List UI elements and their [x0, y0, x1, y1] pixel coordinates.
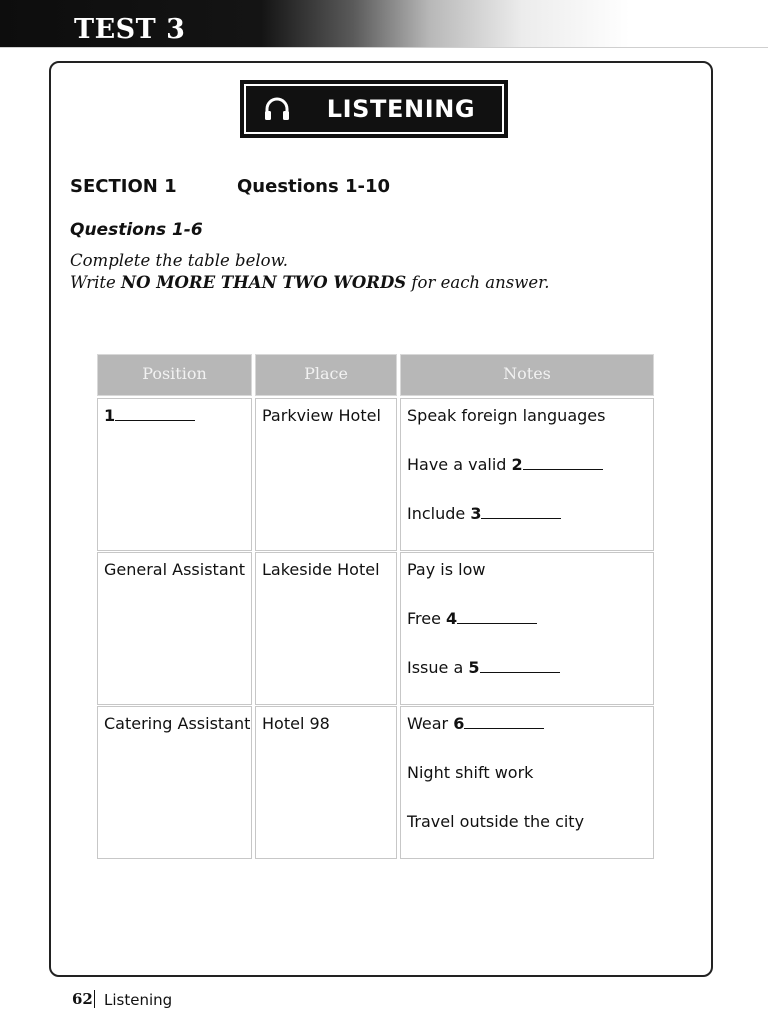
answer-blank [480, 659, 560, 673]
questions-subheading: Questions 1-6 [70, 220, 203, 240]
answer-blank [523, 456, 603, 470]
section-questions-range: Questions 1-10 [237, 176, 391, 197]
place-cell-text: Lakeside Hotel [262, 560, 380, 579]
answer-blank [115, 407, 195, 421]
question-number: 2 [511, 455, 523, 474]
question-number: 4 [446, 609, 458, 628]
table-header-position: Position [97, 354, 252, 396]
place-cell-text: Parkview Hotel [262, 406, 381, 425]
notes-line: Speak foreign languages [407, 406, 606, 425]
notes-line: Have a valid 2 [407, 455, 603, 474]
question-number: 6 [453, 714, 465, 733]
instruction-line-2 [70, 273, 549, 292]
notes-line: Issue a 5 [407, 658, 560, 677]
instruction-line-2-end: for each answer. [406, 273, 550, 292]
answer-blank [457, 610, 537, 624]
question-number: 5 [468, 658, 480, 677]
footer-section-label: Listening [104, 991, 173, 1009]
section-badge-label: LISTENING [326, 95, 476, 123]
notes-line: Travel outside the city [407, 812, 585, 831]
instruction-line-2-start: Write [70, 273, 122, 292]
table-header-place: Place [255, 354, 397, 396]
answer-table [97, 354, 654, 857]
question-number: 3 [470, 504, 482, 523]
footer-divider [94, 990, 95, 1008]
notes-line: Free 4 [407, 609, 537, 628]
section-heading: SECTION 1 [70, 176, 177, 197]
instruction-word-limit: NO MORE THAN TWO WORDS [121, 273, 407, 292]
notes-line: Include 3 [407, 504, 561, 523]
notes-line: Wear 6 [407, 714, 544, 733]
question-number: 1 [104, 406, 116, 425]
test-title: TEST 3 [74, 14, 186, 45]
notes-line: Night shift work [407, 763, 534, 782]
place-cell-text: Hotel 98 [262, 714, 330, 733]
section-badge-inner [244, 84, 504, 134]
answer-blank [464, 715, 544, 729]
position-cell-text: General Assistant [104, 560, 246, 579]
table-header-notes: Notes [400, 354, 654, 396]
answer-blank [481, 505, 561, 519]
instruction-line-1: Complete the table below. [70, 251, 288, 270]
test-banner [0, 0, 768, 48]
headphones-icon [263, 97, 291, 121]
notes-line: Pay is low [407, 560, 486, 579]
position-cell-text [104, 406, 195, 425]
page-number: 62 [72, 990, 93, 1008]
banner-rule [0, 47, 768, 48]
section-badge [240, 80, 508, 138]
position-cell-text: Catering Assistant [104, 714, 251, 733]
